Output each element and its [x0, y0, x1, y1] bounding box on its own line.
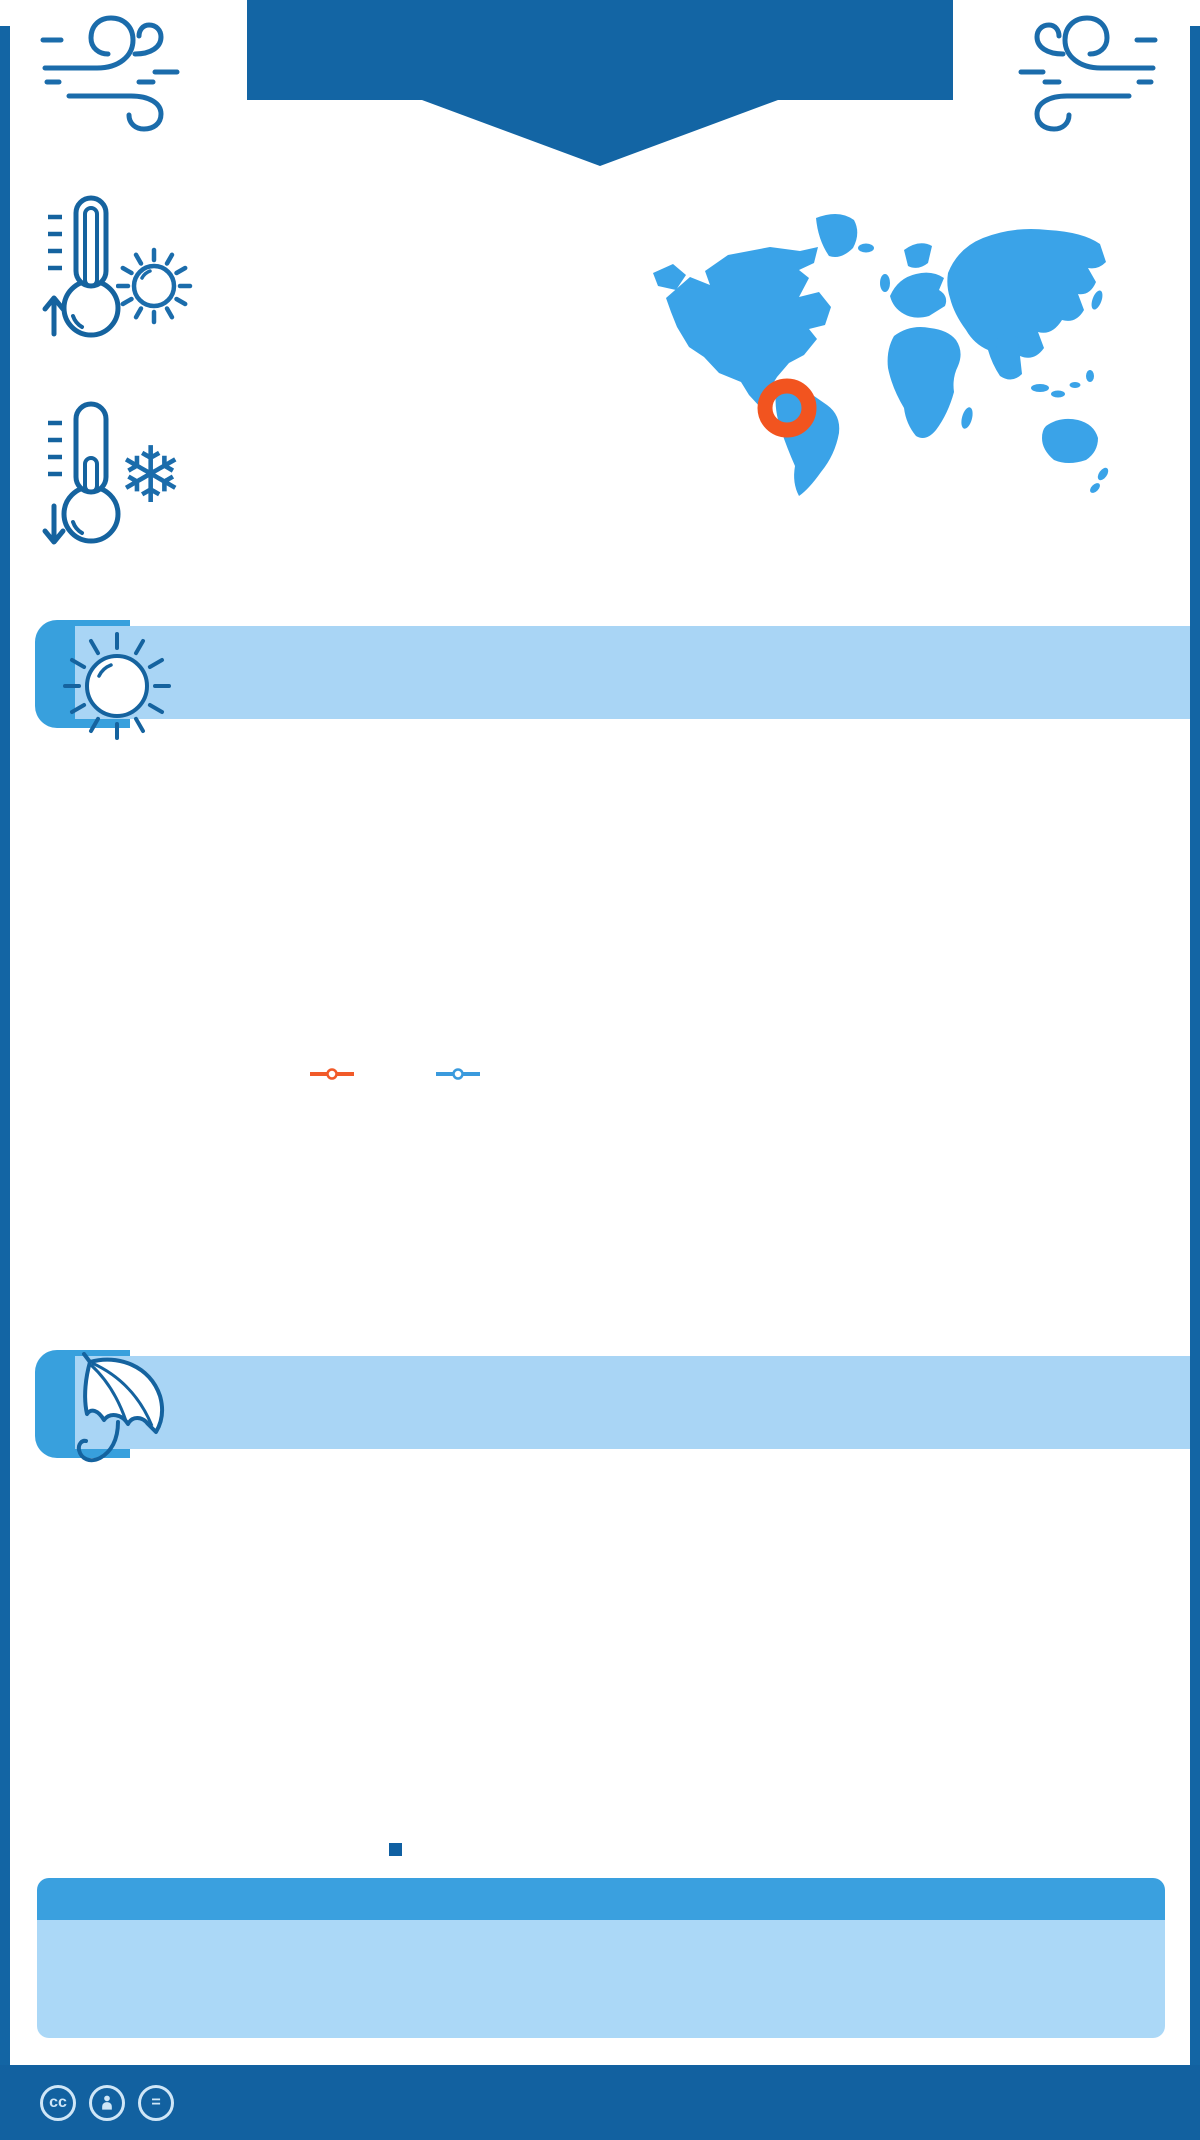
max-line-swatch — [309, 1068, 355, 1080]
cc-nd-icon: = — [138, 2085, 174, 2121]
cc-icon: cc — [40, 2085, 76, 2121]
temperature-section-header — [75, 626, 1190, 719]
sun-icon — [62, 628, 177, 743]
precipitation-chart-legend — [95, 1843, 705, 1856]
wind-icon — [1013, 10, 1163, 132]
sun-icon — [116, 240, 196, 328]
precipitation-section-header — [75, 1356, 1190, 1449]
wind-icon — [35, 10, 185, 132]
precipitation-text-panel — [788, 1492, 1188, 1514]
precipitation-probability-panel — [37, 1878, 1165, 2038]
legend-item-max — [309, 1068, 365, 1080]
world-map — [648, 178, 1113, 508]
min-line-swatch — [435, 1068, 481, 1080]
umbrella-icon — [60, 1352, 180, 1472]
right-border — [1190, 26, 1200, 2140]
annual-temperature-panel — [788, 742, 1188, 766]
coordinates-block — [1118, 168, 1123, 508]
legend-item-precip — [389, 1843, 412, 1856]
bar-swatch — [389, 1843, 402, 1856]
precipitation-bar-chart — [28, 1472, 740, 1824]
probability-droplets — [37, 1920, 1165, 2038]
temperature-chart-legend — [95, 1068, 705, 1080]
snowflake-icon: ❄ — [118, 431, 184, 519]
header-banner — [247, 0, 953, 100]
footer — [0, 2065, 1200, 2140]
cc-by-person-icon — [89, 2085, 125, 2121]
temperature-line-chart — [28, 738, 740, 1063]
left-border — [0, 26, 10, 2140]
page-title — [247, 0, 953, 14]
license-block — [40, 2085, 195, 2121]
legend-item-min — [435, 1068, 491, 1080]
probability-title — [37, 1878, 1165, 1920]
